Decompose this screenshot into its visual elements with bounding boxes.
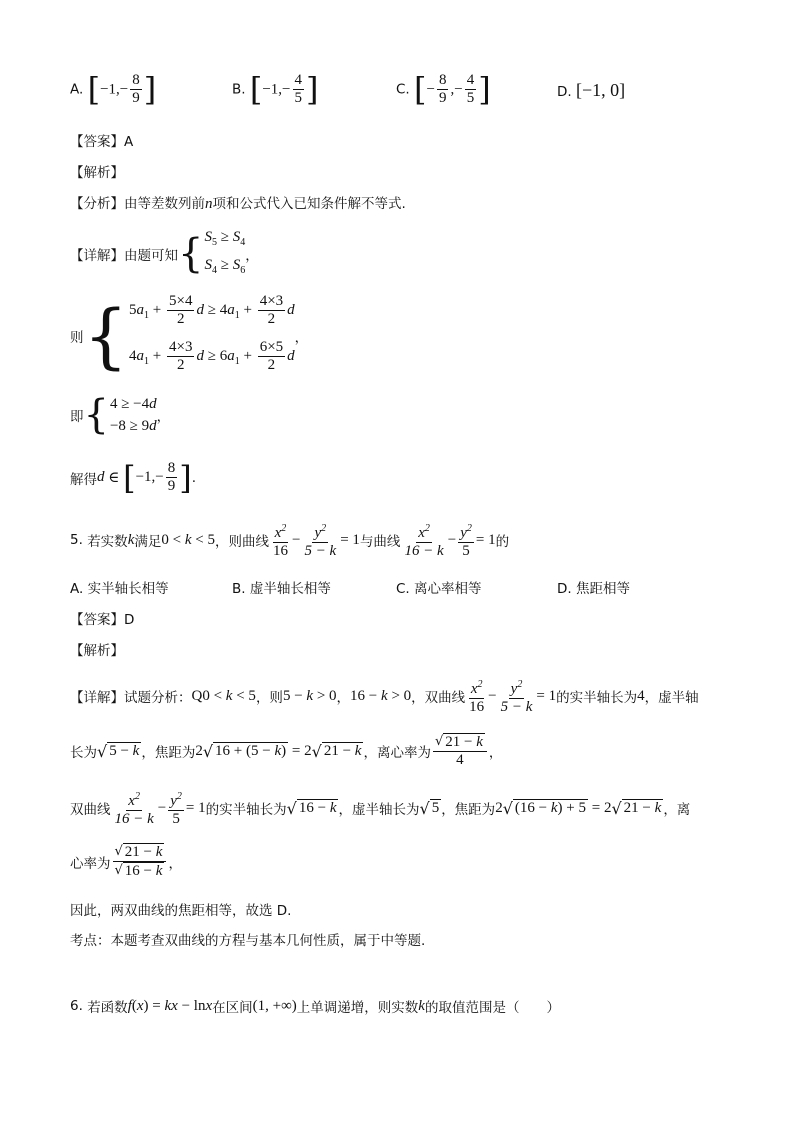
q5-analysis-tag: 【解析】 (70, 643, 124, 659)
text: 在区间 (212, 1000, 253, 1016)
question-number: 5. (70, 532, 83, 548)
q4-option-b: B. [−1,− $\frac{4}{5}$ ] (232, 70, 319, 109)
text: 解得 (70, 471, 97, 488)
text: 的实半轴长为 (556, 690, 638, 706)
var: n (205, 196, 213, 212)
q5-detail-line3: 双曲线 $\frac{x^2}{16 - k}$ − $\frac{y^2}{5}$ = 1 的实半轴长为 √ 16 − k ，虚半轴长为 √ 5 ，焦距为 2 √ (16 − k) + 5 = 2 √ 21 − k ，离 (70, 788, 690, 828)
text: ，则 (255, 690, 283, 706)
text: 的 (495, 534, 510, 550)
text: 长为 (70, 745, 97, 761)
text: ， (168, 855, 182, 872)
option-label: B. (232, 581, 246, 597)
text: ，虚半轴 (644, 690, 699, 706)
q4-option-d: D. [−1, 0] (557, 80, 626, 100)
answer-tag: 【答案】 (70, 134, 124, 150)
answer-tag: 【答案】 (70, 612, 124, 628)
option-label: A. (70, 81, 84, 98)
q5-option-d (557, 577, 630, 597)
option-label: A. (70, 581, 84, 597)
text: 则 (70, 330, 84, 346)
q5-conclusion: 因此，两双曲线的焦距相等，故选 D. (70, 903, 292, 919)
text: ，则曲线 (214, 534, 269, 550)
text: ， (336, 690, 351, 706)
text: ，双曲线 (411, 690, 466, 706)
text: 的取值范围是（ ） (424, 1000, 560, 1016)
text: ，离 (663, 802, 691, 818)
text: 的实半轴长为 (205, 802, 287, 818)
option-text: 实半轴长相等 (87, 581, 169, 597)
q5-option-b (232, 577, 331, 597)
text: ，离心率为 (363, 745, 431, 761)
text: 项和公式代入已知条件解不等式. (212, 196, 406, 212)
q4-solution: 解得 d ∈ [ −1,− $\frac{8}{9}$ ] . (70, 458, 197, 497)
option-label: C. (396, 581, 410, 597)
text: ，焦距为 (141, 745, 196, 761)
text: ， (488, 745, 503, 761)
q4-answer (70, 130, 133, 150)
text: 心率为 (70, 855, 111, 872)
q4-fenxi (70, 192, 406, 213)
question-number: 6. (70, 998, 83, 1014)
detail-tag: 【详解】 (70, 248, 124, 264)
text: ，焦距为 (441, 802, 496, 818)
text: 双曲线 (70, 802, 111, 818)
text: 由等差数列前 (124, 196, 205, 212)
q5-stem: 5. 若实数 k 满足 0 < k < 5 ，则曲线 $\frac{x^2}{16}$ − $\frac{y^2}{5 - k}$ = 1 与曲线 $\frac{x^2}{16 - k}$ − $\frac{y^2}{5}$ = 1 的 (70, 520, 509, 560)
option-label: C. (396, 81, 410, 98)
var: k (127, 531, 135, 548)
q5-option-c (396, 577, 482, 597)
q4-analysis-tag: 【解析】 (70, 165, 124, 181)
option-label: B. (232, 81, 246, 98)
option-text: 焦距相等 (575, 581, 630, 597)
math: [ (87, 70, 101, 109)
option-label: D. (557, 84, 572, 100)
q5-detail-line2: 长为 √ 5 − k ，焦距为 2 √ 16 + (5 − k) = 2 √ 21 − k ，离心率为 √ 21 − k 4 ， (70, 734, 503, 768)
q5-kaodian: 考点：本题考查双曲线的方程与基本几何性质，属于中等题. (70, 933, 426, 949)
text: 若实数 (87, 534, 128, 550)
fenxi-tag: 【分析】 (70, 196, 124, 212)
text: 即 (70, 409, 84, 425)
q5-detail-line1: 【详解】 试题分析： Q0 < k < 5 ，则 5 − k > 0 ， 16 − k > 0 ，双曲线 $\frac{x^2}{16}$ − $\frac{y^2}{5 - k}$ = 1 的实半轴长为 4 ，虚半轴 (70, 676, 699, 716)
q5-detail-line4: 心率为 √ 21 − k √ 16 − k ， (70, 844, 182, 879)
q6-stem: 6. 若函数 f(x) = kx − lnx 在区间 (1, +∞) 上单调递增，则实数 k 的取值范围是（ ） (70, 997, 560, 1016)
text: 若函数 (87, 1000, 128, 1016)
text: ，虚半轴长为 (338, 802, 420, 818)
option-label: D. (557, 581, 572, 597)
q5-option-a (70, 577, 169, 597)
detail-tag: 【详解】 (70, 690, 124, 706)
answer-value: D (124, 612, 135, 628)
option-text: 虚半轴长相等 (249, 581, 331, 597)
q4-system-2: 即 { 4 ≥ −4d −8 ≥ 9d ， (70, 392, 171, 438)
option-text: 离心率相等 (414, 581, 482, 597)
answer-value: A (124, 134, 134, 150)
q4-option-a: A. [−1,− $\frac{8}{9}$ ] (70, 70, 157, 109)
q5-answer (70, 608, 134, 628)
text: 试题分析： (124, 690, 192, 706)
text: 由题可知 (124, 248, 178, 264)
text: 与曲线 (359, 534, 401, 550)
text: 上单调递增，则实数 (296, 1000, 419, 1016)
q4-option-c: C. [− $\frac{8}{9}$ ,− $\frac{4}{5}$ ] (396, 70, 491, 109)
var: k (418, 997, 425, 1014)
q4-system-1: 则 { $5a_1$ + $\frac{5\times 4}{2}$ $d \ge 4a_1$ + $\frac{4\times 3}{2}$ d $4a_1$ + $\frac{4\times 3}{2}$ $d \ge 6a_1$ + $\frac{6\times 5}{2}$ d ， (70, 293, 309, 377)
q4-detail: 【详解】 由题可知 { $S_5 \ge S_4$ $S_4 \ge S_6$ ， (70, 229, 259, 277)
text: 满足 (134, 534, 162, 550)
